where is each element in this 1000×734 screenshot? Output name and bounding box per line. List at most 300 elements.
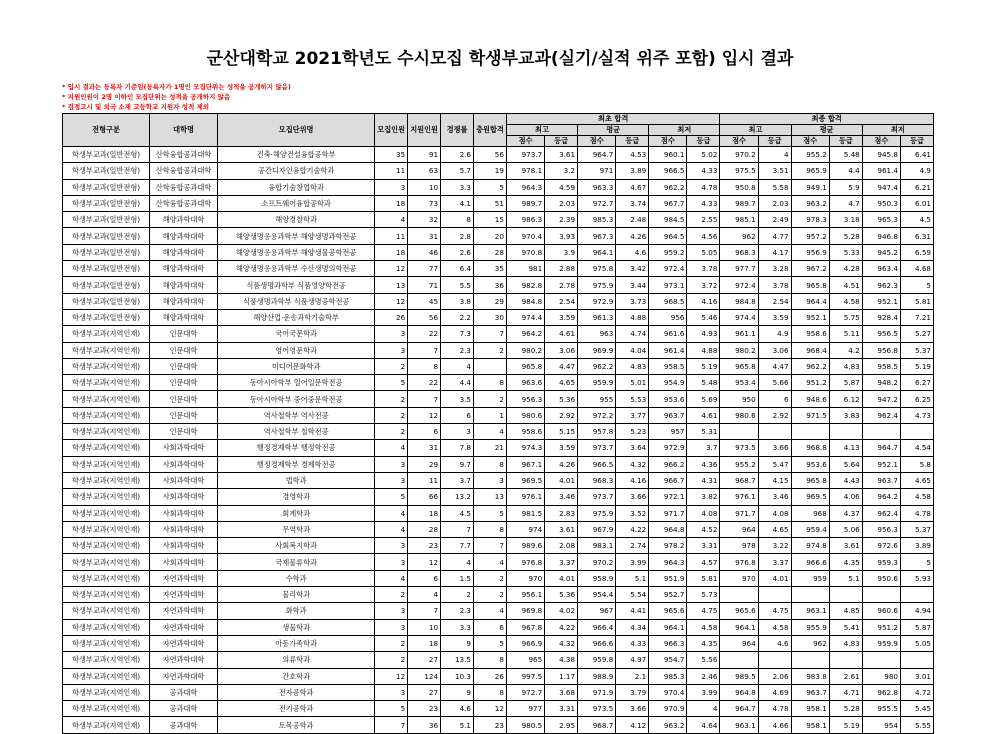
table-cell: 4.94 [900,603,933,619]
table-cell: 3.06 [758,342,791,358]
table-cell: 3 [375,472,408,488]
table-cell: 4.61 [545,326,578,342]
table-cell: 970.9 [649,701,687,717]
table-cell: 963.1 [791,603,829,619]
table-cell: 8 [441,212,474,228]
table-row [63,717,934,733]
table-cell: 5 [474,635,507,651]
table-cell: 31 [408,228,441,244]
table-cell: 5.53 [616,391,649,407]
table-cell: 973.7 [506,147,544,163]
table-cell: 2 [441,587,474,603]
table-cell: 2 [375,424,408,440]
table-cell: 4.32 [545,635,578,651]
table-cell: 3.37 [758,554,791,570]
table-cell: 6.31 [900,228,933,244]
table-cell: 3.9 [545,244,578,260]
table-cell: 3.46 [545,489,578,505]
table-cell: 5.54 [616,587,649,603]
table-cell: 자연과학대학 [150,587,218,603]
table-cell: 5.48 [829,147,862,163]
header-grade: 등급 [900,136,933,147]
table-cell: 963.1 [720,717,758,733]
table-cell: 4.5 [900,212,933,228]
table-cell: 8 [474,652,507,668]
table-cell: 967.3 [578,228,616,244]
table-cell: 2 [375,407,408,423]
table-cell: 958.9 [578,570,616,586]
table-cell: 학생부교과(지역인재) [63,717,150,733]
table-cell: 2.95 [545,717,578,733]
table-cell: 영어영문학과 [218,342,375,358]
table-cell: 4.5 [441,505,474,521]
table-cell: 965.8 [791,277,829,293]
results-body [63,147,934,734]
table-cell: 989.7 [506,195,544,211]
table-cell: 967.9 [578,521,616,537]
table-cell: 4.33 [616,635,649,651]
table-cell: 3.01 [900,668,933,684]
table-cell: 4.47 [545,358,578,374]
table-row [63,472,934,488]
table-cell: 3 [375,554,408,570]
table-cell: 4.75 [687,603,720,619]
table-cell: 역사철학부 철학전공 [218,424,375,440]
table-cell: 968.7 [720,472,758,488]
table-cell: 3.52 [616,505,649,521]
table-cell: 3 [375,684,408,700]
table-cell: 5.06 [829,521,862,537]
header-final-max: 최고 [720,125,791,136]
table-cell: 학생부교과(일반전형) [63,261,150,277]
table-cell: 1.5 [441,570,474,586]
table-cell: 2.54 [758,293,791,309]
table-cell: 966.4 [578,619,616,635]
table-cell: 7.7 [441,538,474,554]
table-cell: 5.7 [441,163,474,179]
table-cell: 10 [408,179,441,195]
table-cell: 964.3 [649,554,687,570]
table-cell: 자연과학대학 [150,570,218,586]
table-cell: 980.2 [720,342,758,358]
table-cell: 29 [474,293,507,309]
table-cell: 4.68 [900,261,933,277]
table-cell: 4.08 [687,505,720,521]
table-cell: 959.4 [791,521,829,537]
table-cell: 965.3 [862,212,900,228]
table-cell: 해양생명응용과학부 해양생명과학전공 [218,228,375,244]
table-cell: 968 [791,505,829,521]
table-cell [791,424,829,440]
table-cell: 학생부교과(지역인재) [63,538,150,554]
table-cell: 972.6 [862,538,900,554]
table-cell: 3.99 [687,684,720,700]
table-cell: 967.7 [649,195,687,211]
table-cell: 2.55 [687,212,720,228]
table-cell: 5.1 [829,570,862,586]
table-cell: 9.7 [441,456,474,472]
table-cell: 행정경제학부 행정학전공 [218,440,375,456]
table-cell: 984.8 [720,293,758,309]
table-cell: 23 [408,701,441,717]
table-cell: 4.58 [687,619,720,635]
table-cell: 964.4 [791,293,829,309]
table-cell: 63 [408,163,441,179]
table-cell: 3.18 [829,212,862,228]
table-cell: 962.4 [862,505,900,521]
table-cell: 958.1 [791,701,829,717]
table-cell: 2.2 [441,309,474,325]
table-cell: 학생부교과(일반전형) [63,195,150,211]
table-cell: 5.28 [829,701,862,717]
table-cell: 학생부교과(지역인재) [63,554,150,570]
table-cell: 8 [474,375,507,391]
table-cell: 해양과학대학 [150,261,218,277]
table-cell: 978.1 [506,163,544,179]
table-cell: 19 [474,163,507,179]
table-cell: 953.4 [720,375,758,391]
table-cell: 해양경찰학과 [218,212,375,228]
table-cell: 의류학과 [218,652,375,668]
table-cell: 해양생명응용과학부 수산생명의학전공 [218,261,375,277]
table-row [63,277,934,293]
header-score: 점수 [578,136,616,147]
table-cell: 964.7 [862,440,900,456]
table-cell: 966.6 [791,554,829,570]
header-type: 전형구분 [63,114,150,147]
table-cell: 3.46 [758,489,791,505]
table-cell: 자연과학대학 [150,652,218,668]
table-cell: 인문대학 [150,326,218,342]
table-cell: 학생부교과(일반전형) [63,179,150,195]
table-cell: 18 [408,505,441,521]
table-cell: 2 [474,391,507,407]
table-cell: 35 [375,147,408,163]
table-cell: 952.1 [862,293,900,309]
table-cell: 966.2 [649,456,687,472]
table-cell: 982.8 [506,277,544,293]
table-cell: 3 [375,326,408,342]
table-cell: 3 [375,456,408,472]
table-cell: 동아시아학부 중어중문학전공 [218,391,375,407]
table-cell: 959.9 [578,375,616,391]
table-cell: 3.37 [545,554,578,570]
table-cell: 3 [441,424,474,440]
table-cell: 건축·해양건설융합공학부 [218,147,375,163]
table-cell: 학생부교과(일반전형) [63,147,150,163]
table-cell: 학생부교과(지역인재) [63,326,150,342]
table-cell: 972.9 [649,440,687,456]
table-cell: 해양과학대학 [150,293,218,309]
table-cell: 6 [474,619,507,635]
table-row [63,538,934,554]
table-cell: 91 [408,147,441,163]
table-cell: 3.72 [687,277,720,293]
table-cell: 954.4 [578,587,616,603]
table-cell: 954.7 [649,652,687,668]
table-cell: 36 [408,717,441,733]
table-cell: 해양과학대학 [150,212,218,228]
table-cell: 학생부교과(지역인재) [63,619,150,635]
table-cell: 5 [375,701,408,717]
table-cell: 973.7 [578,440,616,456]
header-initial-min: 최저 [649,125,720,136]
table-cell: 978.2 [649,538,687,554]
table-cell: 4.77 [758,228,791,244]
table-cell: 962.2 [578,358,616,374]
table-row [63,228,934,244]
table-cell: 968.8 [791,440,829,456]
table-cell: 968.4 [791,342,829,358]
table-cell: 958.5 [862,358,900,374]
table-cell: 4.16 [687,293,720,309]
table-cell: 971 [578,163,616,179]
table-cell: 인문대학 [150,358,218,374]
table-cell: 956.8 [862,342,900,358]
table-cell: 964.7 [578,147,616,163]
table-cell: 7 [474,538,507,554]
table-cell: 5.45 [900,701,933,717]
table-cell: 928.4 [862,309,900,325]
table-row [63,244,934,260]
table-cell: 56 [474,147,507,163]
table-cell: 2 [474,342,507,358]
table-cell: 976.8 [720,554,758,570]
table-cell: 955.2 [720,456,758,472]
table-cell: 12 [408,407,441,423]
table-cell: 2.92 [758,407,791,423]
table-cell: 5.69 [687,391,720,407]
table-cell: 966.9 [506,635,544,651]
table-cell: 3.51 [758,163,791,179]
table-cell: 5 [474,505,507,521]
table-cell: 66 [408,489,441,505]
table-cell: 12 [375,668,408,684]
table-cell: 963.7 [649,407,687,423]
table-cell: 11 [375,163,408,179]
table-cell: 2.88 [545,261,578,277]
table-cell: 970.8 [506,244,544,260]
table-cell: 4.6 [616,244,649,260]
table-cell: 961.3 [578,309,616,325]
table-cell: 958.6 [506,424,544,440]
table-cell: 4.53 [616,147,649,163]
table-cell: 4.58 [758,619,791,635]
table-cell: 7 [441,521,474,537]
header-final-min: 최저 [862,125,933,136]
table-cell [862,587,900,603]
table-cell: 6.41 [900,147,933,163]
table-cell: 975.9 [578,277,616,293]
table-cell: 964.2 [506,326,544,342]
table-cell: 5.47 [758,456,791,472]
table-cell: 974.8 [791,538,829,554]
table-cell: 5.36 [545,587,578,603]
table-cell: 식품생명과학부 식품영양학전공 [218,277,375,293]
header-initial-max: 최고 [506,125,577,136]
table-cell: 5.56 [687,652,720,668]
table-cell: 959.8 [578,652,616,668]
table-cell: 인문대학 [150,375,218,391]
table-cell: 969.8 [506,603,544,619]
table-cell: 3.22 [758,538,791,554]
table-cell: 3.31 [687,538,720,554]
table-cell: 학생부교과(지역인재) [63,684,150,700]
table-cell: 4.66 [758,717,791,733]
table-cell: 2.46 [687,668,720,684]
table-cell: 7 [375,717,408,733]
table-cell: 5.48 [687,375,720,391]
table-cell: 967.1 [506,456,544,472]
table-cell: 951.2 [791,375,829,391]
table-cell: 965.9 [791,163,829,179]
table-cell: 3.89 [900,538,933,554]
table-cell: 13.5 [441,652,474,668]
table-cell: 5 [474,179,507,195]
table-cell: 5.28 [829,228,862,244]
table-cell: 953.6 [791,456,829,472]
table-cell: 962 [720,228,758,244]
note-line: * 검정고시 및 외국 소재 고등학교 지원자 성적 제외 [62,103,210,111]
table-cell: 8 [474,684,507,700]
table-cell: 7.21 [900,309,933,325]
table-row [63,635,934,651]
table-cell: 4.4 [441,375,474,391]
table-cell: 978.3 [791,212,829,228]
table-cell: 973.5 [720,440,758,456]
table-cell: 978 [720,538,758,554]
table-cell: 969.5 [506,472,544,488]
table-cell: 988.9 [578,668,616,684]
table-cell: 전자공학과 [218,684,375,700]
table-cell [791,587,829,603]
table-cell: 학생부교과(지역인재) [63,489,150,505]
table-cell: 970.2 [720,147,758,163]
table-cell: 981 [506,261,544,277]
table-cell: 5.02 [687,147,720,163]
table-cell: 15 [474,212,507,228]
table-cell: 2.8 [441,228,474,244]
table-cell: 5 [375,375,408,391]
table-cell: 968.3 [720,244,758,260]
table-cell: 958.1 [791,717,829,733]
table-row [63,440,934,456]
table-cell: 3 [375,538,408,554]
table-cell: 4.28 [829,261,862,277]
table-cell [791,652,829,668]
table-cell: 18 [375,244,408,260]
table-cell: 인문대학 [150,342,218,358]
table-cell: 6.25 [900,391,933,407]
table-cell: 4.51 [829,277,862,293]
table-cell: 6 [441,407,474,423]
table-cell: 자연과학대학 [150,603,218,619]
table-row [63,701,934,717]
table-cell: 4.12 [616,717,649,733]
table-cell: 2.06 [758,668,791,684]
table-cell: 4.06 [829,489,862,505]
table-cell: 961.4 [649,342,687,358]
table-cell: 974.4 [506,309,544,325]
table-cell: 4 [375,440,408,456]
table-cell: 5.37 [900,521,933,537]
table-cell: 화학과 [218,603,375,619]
table-cell: 955.9 [791,619,829,635]
table-cell: 962.4 [862,407,900,423]
table-row [63,505,934,521]
table-cell: 5.19 [829,717,862,733]
table-cell: 3.61 [545,521,578,537]
table-cell: 27 [408,684,441,700]
table-cell [758,424,791,440]
table-cell: 953.6 [649,391,687,407]
header-grade: 등급 [829,136,862,147]
table-cell: 974.4 [720,309,758,325]
table-cell: 5.05 [900,635,933,651]
table-cell: 5.8 [900,456,933,472]
table-cell: 967.2 [791,261,829,277]
table-cell: 3.06 [545,342,578,358]
table-cell: 961.6 [649,326,687,342]
table-cell: 10.3 [441,668,474,684]
table-cell: 31 [408,440,441,456]
table-cell: 2 [375,652,408,668]
table-cell: 972.7 [506,684,544,700]
table-cell: 973.1 [649,277,687,293]
table-cell: 7.8 [441,440,474,456]
table-cell: 4.57 [687,554,720,570]
table-cell [862,424,900,440]
table-cell: 945.8 [862,147,900,163]
table-cell: 4.22 [545,619,578,635]
table-cell: 969.5 [791,489,829,505]
table-cell [720,652,758,668]
table-cell: 3.2 [545,163,578,179]
table-cell: 식품생명과학부 식품생명공학전공 [218,293,375,309]
table-cell: 4.47 [758,358,791,374]
table-cell: 4 [441,358,474,374]
table-cell: 1 [474,407,507,423]
table-cell: 자연과학대학 [150,635,218,651]
table-cell: 인문대학 [150,391,218,407]
table-cell: 950.8 [720,179,758,195]
table-cell: 소프트웨어융합공학과 [218,195,375,211]
table-cell: 5.11 [829,326,862,342]
table-row [63,163,934,179]
table-cell: 4.78 [900,505,933,521]
table-cell: 4.58 [829,293,862,309]
table-cell: 5.66 [758,375,791,391]
table-cell: 4 [474,554,507,570]
table-cell: 13 [375,277,408,293]
table-cell: 971.7 [720,505,758,521]
table-cell: 사회과학대학 [150,521,218,537]
table-cell: 4.59 [545,179,578,195]
table-cell: 4.73 [900,407,933,423]
table-cell: 984.8 [506,293,544,309]
table-cell: 973.7 [578,489,616,505]
header-final-avg: 평균 [791,125,862,136]
table-row [63,293,934,309]
table-cell: 2 [375,358,408,374]
table-cell: 983.8 [791,668,829,684]
table-cell: 27 [408,652,441,668]
table-cell: 962.2 [791,358,829,374]
table-cell: 11 [408,472,441,488]
table-cell: 3.7 [687,440,720,456]
table-cell: 9 [441,635,474,651]
table-cell: 4.65 [545,375,578,391]
